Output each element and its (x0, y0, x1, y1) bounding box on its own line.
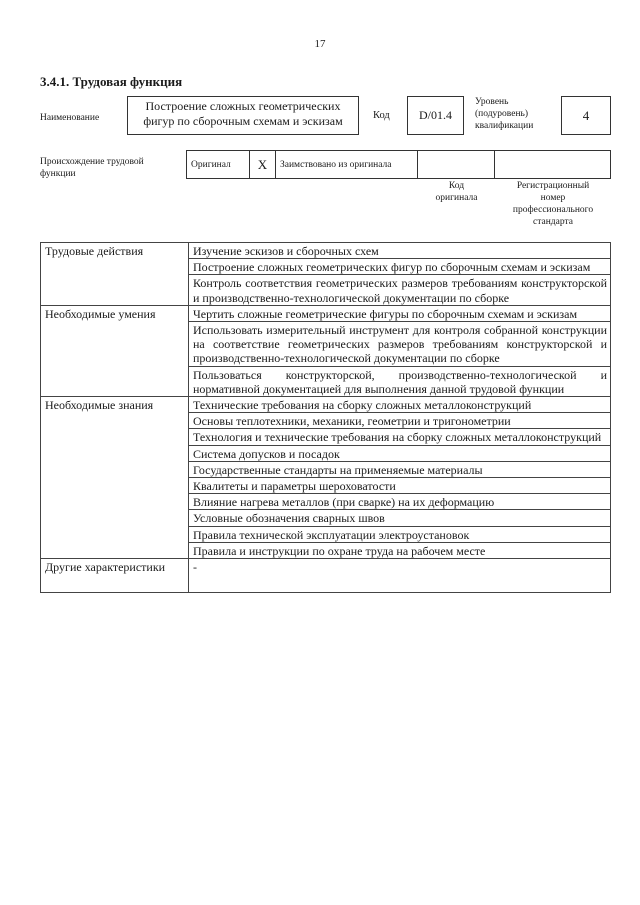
code-caption (418, 180, 495, 204)
origin-row (186, 150, 611, 179)
knowledge-item: Система допусков и посадок (189, 445, 611, 461)
skill-item: Пользоваться конструкторской, производственно-технологической и нормативной документацией для выполнения данной трудовой функции (189, 366, 611, 396)
code-label: Код (373, 110, 390, 121)
original-cell (186, 150, 250, 179)
code-caption-line-1: Код (448, 181, 465, 191)
reg-caption-line-3: профессионального (512, 205, 594, 215)
reg-caption-line-4: стандарта (533, 217, 573, 227)
origin-label (40, 156, 144, 180)
knowledge-item: Технические требования на сборку сложных металлоконструкций (189, 397, 611, 413)
knowledge-item: Правила и инструкции по охране труда на рабочем месте (189, 542, 611, 558)
knowledge-item: Условные обозначения сварных швов (189, 510, 611, 526)
reg-caption-line-1: Регистрационный (516, 181, 590, 191)
original-label: Оригинал (191, 159, 231, 170)
origin-label-line-2: функции (40, 169, 76, 179)
original-code-cell (418, 150, 495, 179)
reg-caption-line-2: номер (540, 193, 566, 203)
level-label-line-1: Уровень (475, 97, 509, 107)
knowledge-item: Квалитеты и параметры шероховатости (189, 478, 611, 494)
table-row (41, 397, 611, 413)
knowledge-label: Необходимые знания (41, 397, 189, 559)
original-mark: X (250, 150, 276, 179)
knowledge-item: Государственные стандарты на применяемые материалы (189, 461, 611, 477)
origin-label-line-1: Происхождение трудовой (40, 157, 144, 167)
table-row (41, 243, 611, 259)
knowledge-item: Влияние нагрева металлов (при сварке) на их деформацию (189, 494, 611, 510)
action-item: Контроль соответствия геометрических размеров требованиям конструкторской и производственно-технологической документации по сборке (189, 275, 611, 305)
level-value-box: 4 (561, 96, 611, 135)
reg-number-caption (495, 180, 611, 228)
section-title: 3.4.1. Трудовая функция (40, 74, 183, 89)
other-label: Другие характеристики (41, 559, 189, 593)
name-label: Наименование (40, 113, 100, 123)
level-label (475, 96, 533, 132)
actions-label: Трудовые действия (41, 243, 189, 306)
action-item: Построение сложных геометрических фигур по сборочным схемам и эскизам (189, 259, 611, 275)
knowledge-item: Правила технической эксплуатации электроустановок (189, 526, 611, 542)
knowledge-item: Основы теплотехники, механики, геометрии и тригонометрии (189, 413, 611, 429)
level-label-line-2: (подуровень) (475, 109, 529, 119)
code-value-box: D/01.4 (407, 96, 464, 135)
function-table (40, 242, 611, 593)
skills-label: Необходимые умения (41, 305, 189, 396)
reg-number-cell (495, 150, 611, 179)
other-value: - (189, 559, 611, 593)
skill-item: Использовать измерительный инструмент для контроля собранной конструкции на соответствие геометрических размеров требованиям конструкторской и производственно-технологической документации по сборке (189, 322, 611, 367)
knowledge-item: Технология и технические требования на сборку сложных металлоконструкций (189, 429, 611, 445)
borrowed-cell (276, 150, 418, 179)
skill-item: Чертить сложные геометрические фигуры по сборочным схемам и эскизам (189, 305, 611, 321)
table-row (41, 559, 611, 593)
page-number: 17 (314, 38, 326, 50)
action-item: Изучение эскизов и сборочных схем (189, 243, 611, 259)
level-label-line-3: квалификации (475, 121, 534, 131)
code-caption-line-2: оригинала (435, 193, 478, 203)
table-row (41, 305, 611, 321)
borrowed-label: Заимствовано из оригинала (280, 159, 392, 170)
function-name-box: Построение сложных геометрических фигур по сборочным схемам и эскизам (127, 96, 359, 135)
